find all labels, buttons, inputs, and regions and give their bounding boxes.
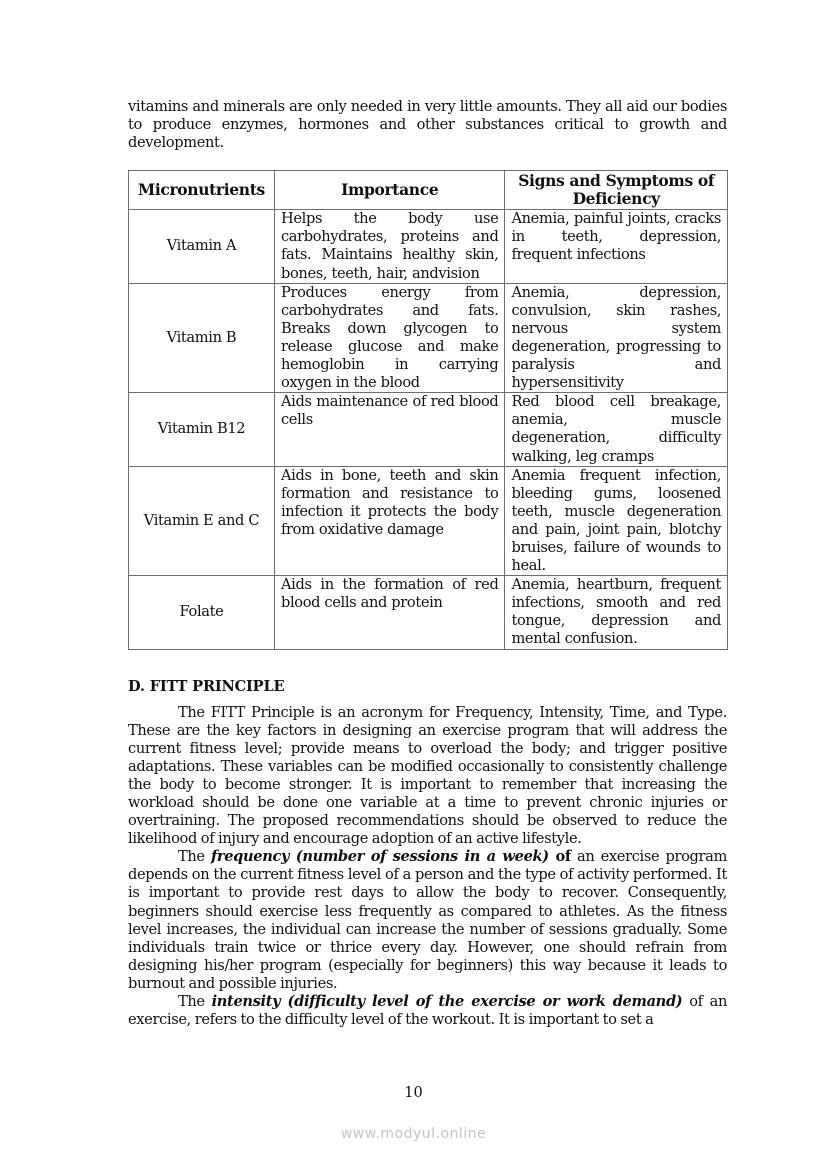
watermark-link[interactable]: www.modyul.online — [340, 1126, 487, 1142]
lead-text: The — [178, 848, 211, 866]
row-importance: Aids in the formation of red blood cells and protein — [274, 576, 504, 649]
micronutrients-table — [128, 170, 728, 649]
table-row — [129, 576, 728, 649]
table-row — [129, 210, 728, 283]
page-number: 10 — [404, 1084, 423, 1101]
header-importance: Importance — [274, 171, 504, 210]
table-row — [129, 393, 728, 466]
intro-paragraph: vitamins and minerals are only needed in very little amounts. They all aid our bodies to produce enzymes, hormones and other substances critical to growth and development. — [128, 98, 727, 152]
section-heading: D. FITT PRINCIPLE — [128, 677, 285, 695]
row-symptoms: Anemia, depression, convulsion, skin rashes, nervous system degeneration, progressing to paralysis and hypersensitivity — [505, 283, 728, 393]
frequency-paragraph — [128, 848, 727, 993]
document-page — [128, 98, 727, 1029]
row-importance: Helps the body use carbohydrates, proteins and fats. Maintains healthy skin, bones, teeth, hair, andvision — [274, 210, 504, 283]
row-name: Vitamin B — [129, 283, 275, 393]
lead-text: The — [178, 993, 212, 1011]
row-symptoms: Anemia, painful joints, cracks in teeth, depression, frequent infections — [505, 210, 728, 283]
row-name: Vitamin B12 — [129, 393, 275, 466]
row-importance: Produces energy from carbohydrates and fats. Breaks down glycogen to release glucose and make hemoglobin in carrying oxygen in the blood — [274, 283, 504, 393]
row-symptoms: Anemia frequent infection, bleeding gums, loosened teeth, muscle degeneration and pain, joint pain, blotchy bruises, failure of wounds to heal. — [505, 466, 728, 576]
frequency-term: frequency (number of sessions in a week) — [210, 848, 549, 866]
intensity-body: of an exercise, refers to the difficulty level of the workout. It is important to set a — [128, 993, 727, 1029]
header-micronutrients: Micronutrients — [129, 171, 275, 210]
row-name: Vitamin E and C — [129, 466, 275, 576]
row-name: Vitamin A — [129, 210, 275, 283]
table-row — [129, 466, 728, 576]
table-header-row — [129, 171, 728, 210]
intensity-paragraph — [128, 993, 727, 1029]
row-importance: Aids in bone, teeth and skin formation and resistance to infection it protects the body from oxidative damage — [274, 466, 504, 576]
row-name: Folate — [129, 576, 275, 649]
row-symptoms: Red blood cell breakage, anemia, muscle degeneration, difficulty walking, leg cramps — [505, 393, 728, 466]
intensity-term: intensity (difficulty level of the exercise or work demand) — [211, 993, 683, 1011]
table-row — [129, 283, 728, 393]
header-symptoms: Signs and Symptoms of Deficiency — [505, 171, 728, 210]
fitt-intro-paragraph: The FITT Principle is an acronym for Frequency, Intensity, Time, and Type. These are the key factors in designing an exercise program that will address the current fitness level; provide means to overload the body; and trigger positive adaptations. These variables can be modified occasionally to consistently challenge the body to become stronger. It is important to remember that increasing the workload should be done one variable at a time to prevent chronic injuries or overtraining. The proposed recommendations should be observed to reduce the likelihood of injury and encourage adoption of an active lifestyle. — [128, 703, 727, 848]
row-importance: Aids maintenance of red blood cells — [274, 393, 504, 466]
row-symptoms: Anemia, heartburn, frequent infections, smooth and red tongue, depression and mental confusion. — [505, 576, 728, 649]
of-text: of — [548, 848, 571, 866]
frequency-body: an exercise program depends on the current fitness level of a person and the type of activity performed. It is important to provide rest days to allow the body to recover. Consequently, beginners should exercise less frequently as compared to athletes. As the fitness level increases, the individual can increase the number of sessions gradually. Some individuals train twice or thrice every day. However, one should refrain from designing his/her program (especially for beginners) this way because it leads to burnout and possible injuries. — [128, 848, 727, 992]
